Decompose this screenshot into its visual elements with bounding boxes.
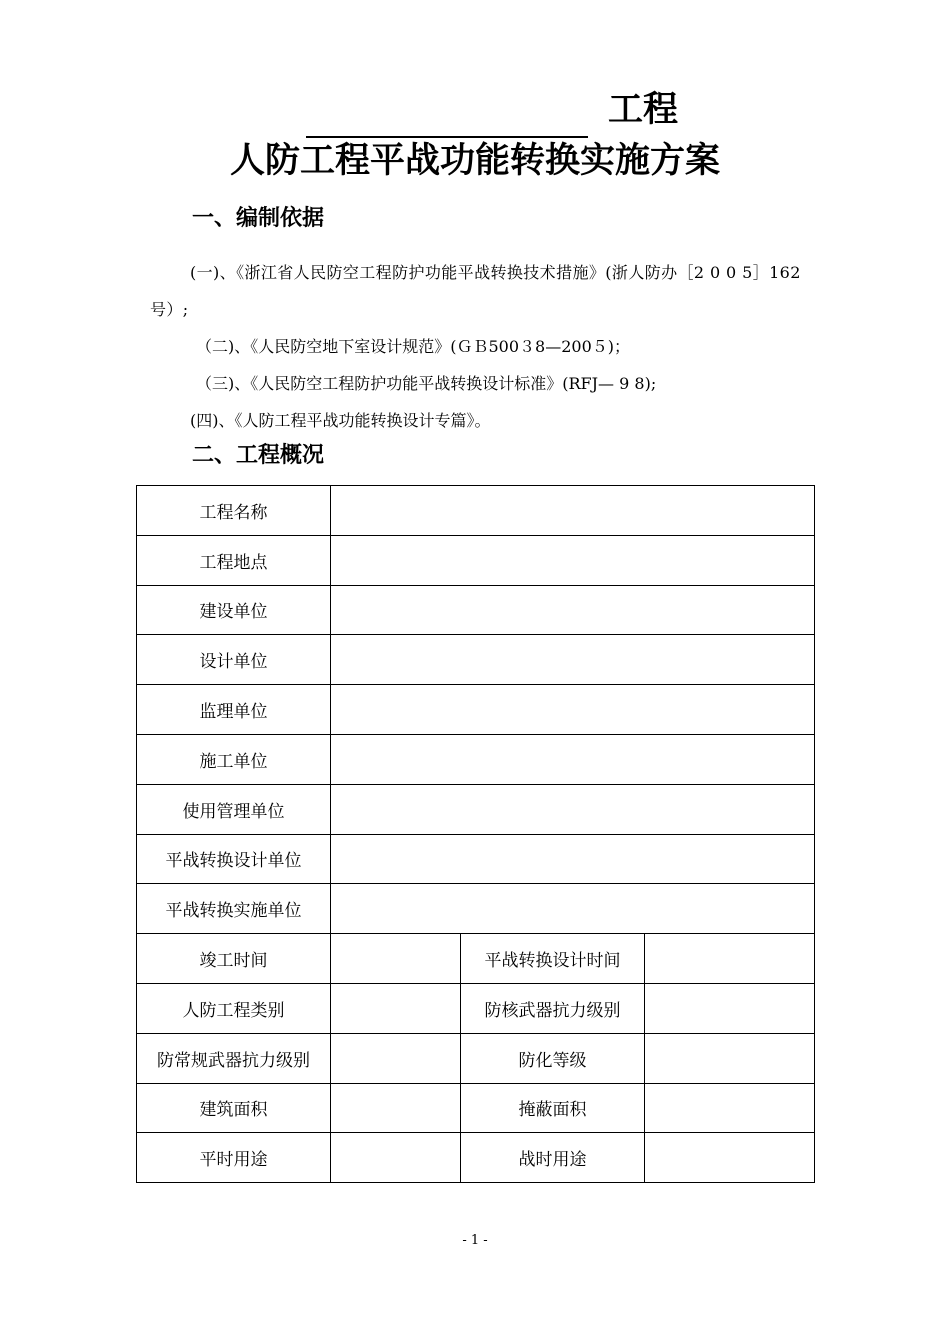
value-cell[interactable] bbox=[331, 1033, 461, 1083]
row-label: 工程地点 bbox=[137, 535, 331, 585]
title-suffix: 工程 bbox=[607, 90, 678, 130]
value-cell[interactable] bbox=[331, 585, 815, 635]
row-label: 竣工时间 bbox=[137, 934, 331, 984]
document-title: 人防工程平战功能转换实施方案 bbox=[229, 141, 720, 181]
row-label: 平战转换设计单位 bbox=[137, 834, 331, 884]
row-label: 平战转换实施单位 bbox=[137, 884, 331, 934]
table-row bbox=[137, 734, 815, 784]
table-row bbox=[137, 486, 815, 536]
value-cell[interactable] bbox=[331, 685, 815, 735]
row-label: 设计单位 bbox=[137, 635, 331, 685]
table-row bbox=[137, 983, 815, 1033]
row-label-right: 战时用途 bbox=[461, 1133, 645, 1183]
row-label-right: 掩蔽面积 bbox=[461, 1083, 645, 1133]
project-overview-table bbox=[136, 485, 815, 1183]
basis-list bbox=[150, 254, 810, 439]
value-cell[interactable] bbox=[645, 983, 815, 1033]
basis-item-1: (一)、《浙江省人民防空工程防护功能平战转换技术措施》(浙人防办［2 0 0 5］162 号）; bbox=[150, 263, 801, 319]
row-label-right: 平战转换设计时间 bbox=[461, 934, 645, 984]
table-row bbox=[137, 635, 815, 685]
value-cell[interactable] bbox=[331, 486, 815, 536]
row-label: 监理单位 bbox=[137, 685, 331, 735]
page-number: - 1 - bbox=[462, 1233, 488, 1248]
value-cell[interactable] bbox=[645, 1133, 815, 1183]
row-label: 建设单位 bbox=[137, 585, 331, 635]
value-cell[interactable] bbox=[331, 784, 815, 834]
value-cell[interactable] bbox=[331, 834, 815, 884]
row-label: 平时用途 bbox=[137, 1133, 331, 1183]
row-label-right: 防化等级 bbox=[461, 1033, 645, 1083]
title-line bbox=[306, 86, 678, 136]
value-cell[interactable] bbox=[645, 934, 815, 984]
value-cell[interactable] bbox=[331, 535, 815, 585]
table-row bbox=[137, 535, 815, 585]
row-label: 防常规武器抗力级别 bbox=[137, 1033, 331, 1083]
value-cell[interactable] bbox=[645, 1033, 815, 1083]
value-cell[interactable] bbox=[331, 884, 815, 934]
table-row bbox=[137, 784, 815, 834]
section-heading-overview: 二、工程概况 bbox=[192, 443, 325, 468]
basis-item-2: （二)、《人民防空地下室设计规范》(ＧＢ500３8—200５)； bbox=[196, 337, 630, 356]
table-row bbox=[137, 1133, 815, 1183]
row-label: 施工单位 bbox=[137, 734, 331, 784]
row-label: 使用管理单位 bbox=[137, 784, 331, 834]
row-label: 建筑面积 bbox=[137, 1083, 331, 1133]
value-cell[interactable] bbox=[331, 734, 815, 784]
value-cell[interactable] bbox=[645, 1083, 815, 1133]
table-row bbox=[137, 934, 815, 984]
value-cell[interactable] bbox=[331, 983, 461, 1033]
table-row bbox=[137, 1083, 815, 1133]
table-row bbox=[137, 884, 815, 934]
value-cell[interactable] bbox=[331, 934, 461, 984]
table-row bbox=[137, 585, 815, 635]
table-row bbox=[137, 1033, 815, 1083]
value-cell[interactable] bbox=[331, 635, 815, 685]
value-cell[interactable] bbox=[331, 1133, 461, 1183]
basis-item-4: (四)、《人防工程平战功能转换设计专篇》。 bbox=[190, 411, 491, 430]
section-heading-basis: 一、编制依据 bbox=[192, 206, 325, 231]
row-label: 人防工程类别 bbox=[137, 983, 331, 1033]
basis-item-3: （三)、《人民防空工程防护功能平战转换设计标准》(RFJ— 9 8); bbox=[196, 374, 657, 393]
row-label: 工程名称 bbox=[137, 486, 331, 536]
row-label-right: 防核武器抗力级别 bbox=[461, 983, 645, 1033]
value-cell[interactable] bbox=[331, 1083, 461, 1133]
table-row bbox=[137, 685, 815, 735]
table-row bbox=[137, 834, 815, 884]
